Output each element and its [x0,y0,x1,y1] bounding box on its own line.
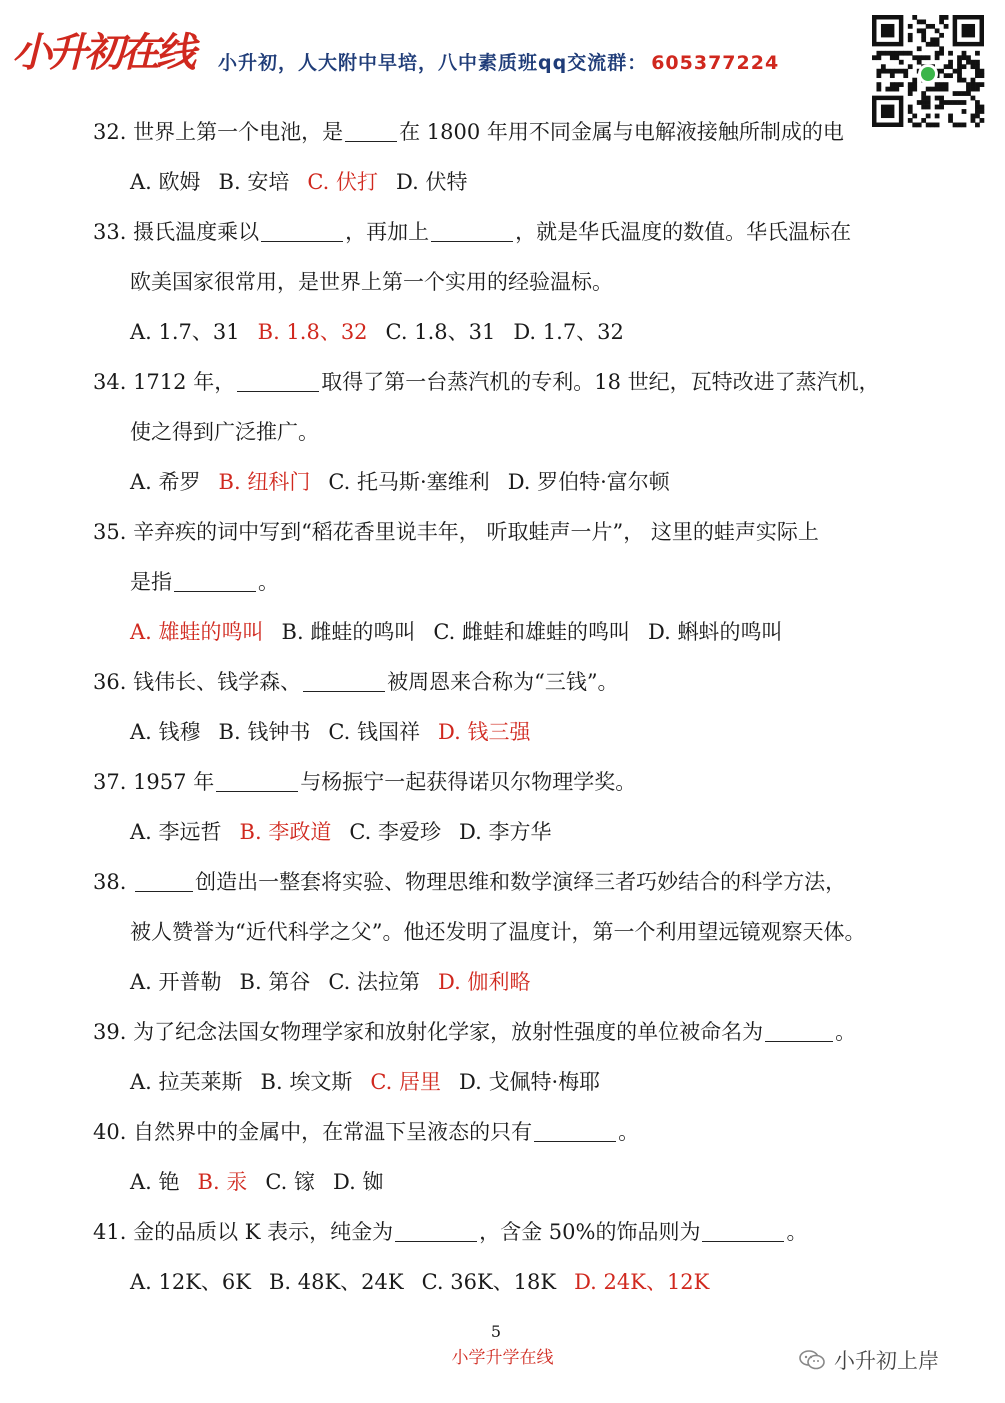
answer-blank [135,871,193,892]
option: B. 安培 [218,170,290,194]
option: D. 伏特 [396,170,468,194]
header-info-text: 小升初，人大附中早培，八中素质班qq交流群： [218,52,648,74]
question-text-line [93,857,903,907]
option: C. 1.8、31 [385,320,496,344]
option: A. 欧姆 [130,170,201,194]
qq-number: 605377224 [651,52,780,74]
question-text: 36. 钱伟长、钱学森、 [93,670,302,694]
option-correct: C. 伏打 [307,170,378,194]
option: D. 戈佩特·梅耶 [459,1070,601,1094]
question-text: 39. 为了纪念法国女物理学家和放射化学家，放射性强度的单位被命名为 [93,1020,764,1044]
question-text: 。 [618,1120,640,1144]
question-text-line [93,1107,903,1157]
question-text: ，就是华氏温度的数值。华氏温标在 [515,220,852,244]
question-text: 与杨振宁一起获得诺贝尔物理学奖。 [300,770,637,794]
question-text-line [93,557,903,607]
question-text-line [93,257,903,307]
question-text: 32. 世界上第一个电池，是 [93,120,344,144]
question-item [93,1207,903,1307]
options-row [93,1057,903,1107]
question-item [93,757,903,857]
question-text-line [93,207,903,257]
options-row [93,1157,903,1207]
option: C. 36K、18K [421,1270,557,1294]
option: B. 钱钟书 [218,720,311,744]
question-item [93,507,903,657]
question-text: 41. 金的品质以 K 表示，纯金为 [93,1220,394,1244]
option: B. 雌蛙的鸣叫 [281,620,416,644]
question-text-line [93,757,903,807]
option-correct: D. 伽利略 [438,970,531,994]
option: B. 埃文斯 [260,1070,353,1094]
question-item [93,657,903,757]
question-text-line [93,657,903,707]
answer-blank [303,671,385,692]
answer-blank [395,1221,477,1242]
option-correct: D. 24K、12K [574,1270,710,1294]
question-text: 被人赞誉为“近代科学之父”。他还发明了温度计，第一个利用望远镜观察天体。 [130,920,866,944]
options-row [93,1257,903,1307]
question-text: 创造出一整套将实验、物理思维和数学演绎三者巧妙结合的科学方法， [195,870,847,894]
wechat-icon [798,1349,826,1371]
option: D. 李方华 [459,820,552,844]
answer-blank [237,371,319,392]
option: C. 李爱珍 [349,820,441,844]
question-text: 37. 1957 年 [93,770,215,794]
option-correct: B. 汞 [197,1170,248,1194]
options-row [93,957,903,1007]
question-text-line [93,1207,903,1257]
question-item [93,1007,903,1107]
option: A. 希罗 [130,470,201,494]
option: B. 第谷 [239,970,311,994]
option: A. 拉芙莱斯 [130,1070,243,1094]
question-text-line [93,357,903,407]
wechat-account-name: 小升初上岸 [834,1349,939,1373]
answer-blank [345,121,397,142]
option: C. 托马斯·塞维利 [328,470,490,494]
option: A. 1.7、31 [130,320,240,344]
wechat-account [798,1345,939,1375]
option-correct: B. 纽科门 [218,470,311,494]
page-number: 5 [490,1322,502,1341]
question-text: 33. 摄氏温度乘以 [93,220,260,244]
logo-text: 小升初在线 [12,30,192,76]
option-correct: A. 雄蛙的鸣叫 [130,620,264,644]
options-row [93,607,903,657]
question-item [93,357,903,507]
option: B. 48K、24K [268,1270,404,1294]
option-correct: D. 钱三强 [438,720,531,744]
answer-blank [534,1121,616,1142]
option: A. 钱穆 [130,720,201,744]
question-item [93,857,903,1007]
option: C. 镓 [265,1170,315,1194]
question-text: ，再加上 [345,220,430,244]
question-text-line [93,507,903,557]
question-text: 欧美国家很常用，是世界上第一个实用的经验温标。 [130,270,613,294]
question-text-line [93,107,903,157]
site-logo [12,8,192,76]
options-row [93,157,903,207]
option-correct: B. 李政道 [239,820,332,844]
option: A. 李远哲 [130,820,222,844]
option: D. 1.7、32 [513,320,624,344]
options-row [93,307,903,357]
option: C. 钱国祥 [328,720,420,744]
options-row [93,457,903,507]
option: A. 铯 [130,1170,180,1194]
answer-blank [261,221,343,242]
question-text: 是指 [130,570,172,594]
question-text: 35. 辛弃疾的词中写到“稻花香里说丰年， 听取蛙声一片”， 这里的蛙声实际上 [93,520,819,544]
options-row [93,707,903,757]
question-text: 40. 自然界中的金属中，在常温下呈液态的只有 [93,1120,533,1144]
answer-blank [431,221,513,242]
option: D. 罗伯特·富尔顿 [507,470,670,494]
footer-site-name: 小学升学在线 [451,1348,554,1368]
option-correct: C. 居里 [370,1070,441,1094]
question-text: 。 [835,1020,857,1044]
option: D. 铷 [333,1170,384,1194]
question-text: 使之得到广泛推广。 [130,420,319,444]
question-text: 在 1800 年用不同金属与电解液接触所制成的电 [399,120,844,144]
option: D. 蝌蚪的鸣叫 [648,620,783,644]
question-text: 。 [258,570,279,594]
option-correct: B. 1.8、32 [257,320,368,344]
question-text: 。 [786,1220,808,1244]
question-text: 被周恩来合称为“三钱”。 [387,670,619,694]
option: A. 开普勒 [130,970,222,994]
question-text: ，含金 50%的饰品则为 [479,1220,701,1244]
answer-blank [702,1221,784,1242]
question-item [93,107,903,207]
question-text-line [93,1007,903,1057]
question-text-line [93,907,903,957]
question-item [93,207,903,357]
question-text: 34. 1712 年， [93,370,236,394]
question-list [93,107,903,1307]
answer-blank [174,571,256,592]
answer-blank [216,771,298,792]
option: C. 雌蛙和雄蛙的鸣叫 [433,620,630,644]
option: C. 法拉第 [328,970,420,994]
question-item [93,1107,903,1207]
option: A. 12K、6K [130,1270,251,1294]
header-info [218,48,779,75]
answer-blank [765,1021,833,1042]
options-row [93,807,903,857]
question-text: 38. [93,870,134,894]
question-text-line [93,407,903,457]
question-text: 取得了第一台蒸汽机的专利。18 世纪，瓦特改进了蒸汽机， [321,370,880,394]
